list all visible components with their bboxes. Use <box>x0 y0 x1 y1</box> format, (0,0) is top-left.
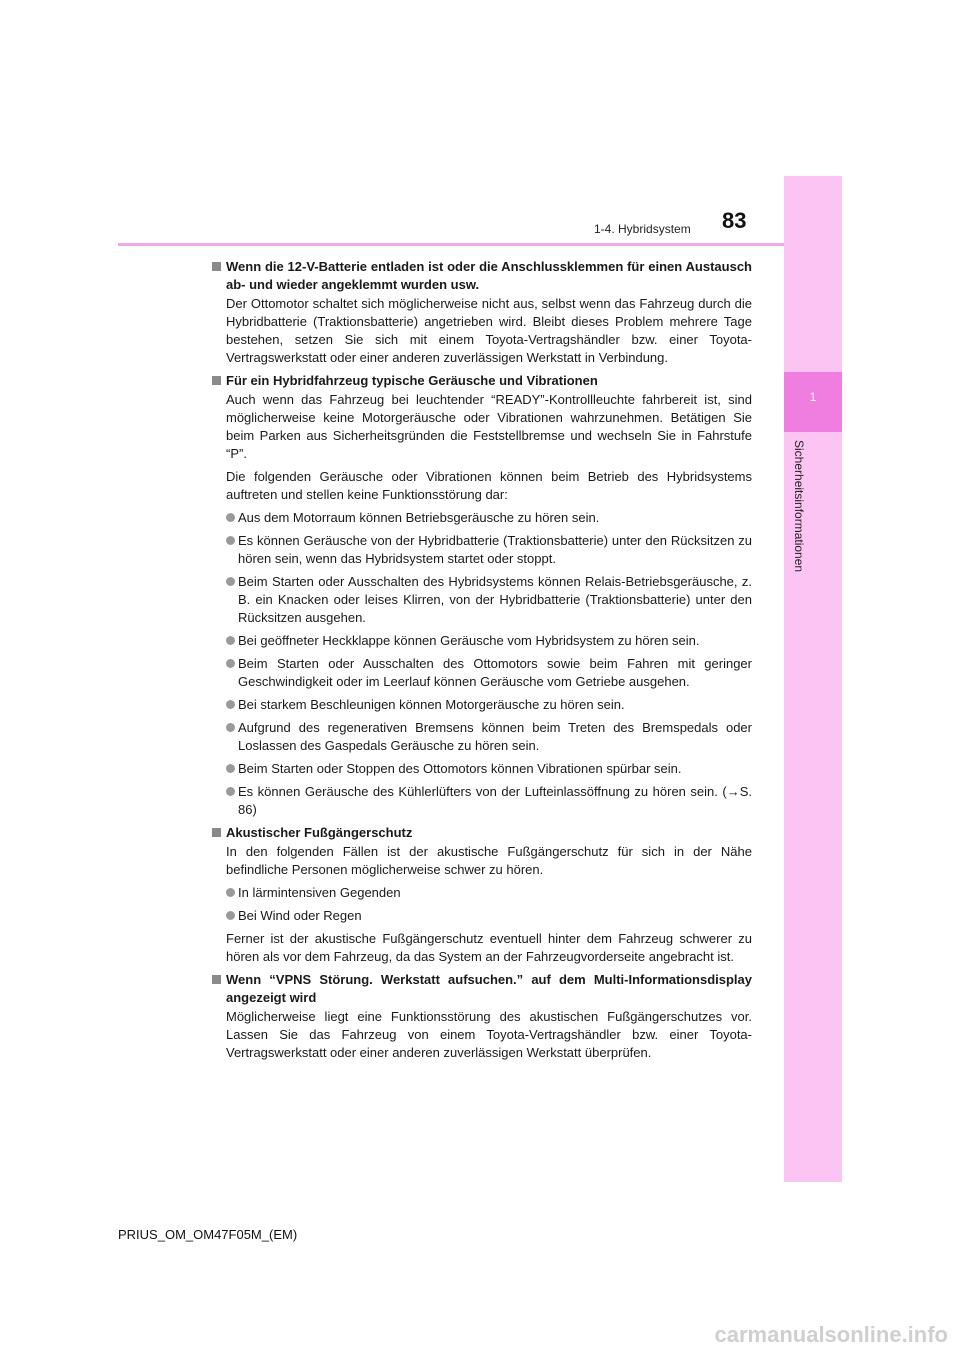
chapter-number: 1 <box>809 390 817 404</box>
paragraph: Ferner ist der akustische Fußgängerschutz eventuell hinter dem Fahrzeug schwerer zu hören als vor dem Fahrzeug, da das System an der Fahrzeugvorderseite angebracht ist. <box>226 931 752 964</box>
section-heading: Für ein Hybridfahrzeug typische Geräusche und Vibrationen <box>212 372 752 390</box>
section-heading: Wenn “VPNS Störung. Werkstatt aufsuchen.” auf dem Multi-Informationsdisplay angezeigt wird <box>212 971 752 1007</box>
paragraph: Möglicherweise liegt eine Funktionsstörung des akustischen Fußgängerschutzes vor. Lassen Sie das Fahrzeug von einem Toyota-Vertragshändler bzw. einer Toyota-Vertragswerkstatt oder einer anderen zuverlässigen Werkstatt überprüfen. <box>226 1009 752 1060</box>
list-item: Beim Starten oder Ausschalten des Ottomotors sowie beim Fahren mit geringer Geschwindigkeit oder im Leerlauf können Geräusche vom Getriebe ausgehen. <box>226 655 752 691</box>
list-item: Aus dem Motorraum können Betriebsgeräusche zu hören sein. <box>226 509 752 527</box>
list-item: Bei geöffneter Heckklappe können Geräusche vom Hybridsystem zu hören sein. <box>226 632 752 650</box>
list-item: Bei starkem Beschleunigen können Motorgeräusche zu hören sein. <box>226 696 752 714</box>
paragraph: Der Ottomotor schaltet sich möglicherweise nicht aus, selbst wenn das Fahrzeug durch die Hybridbatterie (Traktionsbatterie) angetrieben wird. Bleibt dieses Problem mehrere Tage bestehen, setzen Sie sich mit einem Toyota-Vertragshändler bzw. einer Toyota-Vertragswerkstatt oder einer anderen zuverlässigen Werkstatt in Verbindung. <box>226 296 752 365</box>
list-item: Beim Starten oder Stoppen des Ottomotors können Vibrationen spürbar sein. <box>226 760 752 778</box>
section-heading: Akustischer Fußgängerschutz <box>212 824 752 842</box>
list-item: Es können Geräusche des Kühlerlüfters von der Lufteinlassöffnung zu hören sein. (→S. 86) <box>226 783 752 819</box>
list-item: In lärmintensiven Gegenden <box>226 884 752 902</box>
chapter-title: Sicherheitsinformationen <box>792 440 806 573</box>
list-item: Aufgrund des regenerativen Bremsens können beim Treten des Bremspedals oder Loslassen des Gaspedals Geräusche zu hören sein. <box>226 719 752 755</box>
watermark: carmanualsonline.info <box>714 1322 948 1347</box>
section-title: 1-4. Hybridsystem <box>594 222 691 236</box>
chapter-side-strip <box>784 176 842 1182</box>
page-number: 83 <box>722 208 747 233</box>
doc-code: PRIUS_OM_OM47F05M_(EM) <box>118 1227 298 1242</box>
paragraph: Auch wenn das Fahrzeug bei leuchtender “READY”-Kontrollleuchte fahrbereit ist, sind möglicherweise keine Motorgeräusche oder Vibrationen wahrzunehmen. Betätigen Sie beim Parken aus Sicherheitsgründen die Feststellbremse und wechseln Sie in Fahrstufe “P”. <box>226 392 752 461</box>
paragraph: In den folgenden Fällen ist der akustische Fußgängerschutz für sich in der Nähe befindliche Personen möglicherweise schwer zu hören. <box>226 844 752 877</box>
list-item: Beim Starten oder Ausschalten des Hybridsystems können Relais-Betriebsgeräusche, z. B. ein Knacken oder leises Klirren, von der Hybridbatterie (Traktionsbatterie) unter den Rücksitzen ausgehen. <box>226 573 752 627</box>
paragraph: Die folgenden Geräusche oder Vibrationen können beim Betrieb des Hybridsystems auftreten und stellen keine Funktionsstörung dar: <box>226 469 752 502</box>
page-content <box>212 254 752 1067</box>
list-item: Es können Geräusche von der Hybridbatterie (Traktionsbatterie) unter den Rücksitzen zu hören sein, wenn das Hybridsystem startet oder stoppt. <box>226 532 752 568</box>
section-heading: Wenn die 12-V-Batterie entladen ist oder die Anschlussklemmen für einen Austausch ab- und wieder angeklemmt wurden usw. <box>212 258 752 294</box>
header-rule <box>118 243 784 246</box>
list-item: Bei Wind oder Regen <box>226 907 752 925</box>
